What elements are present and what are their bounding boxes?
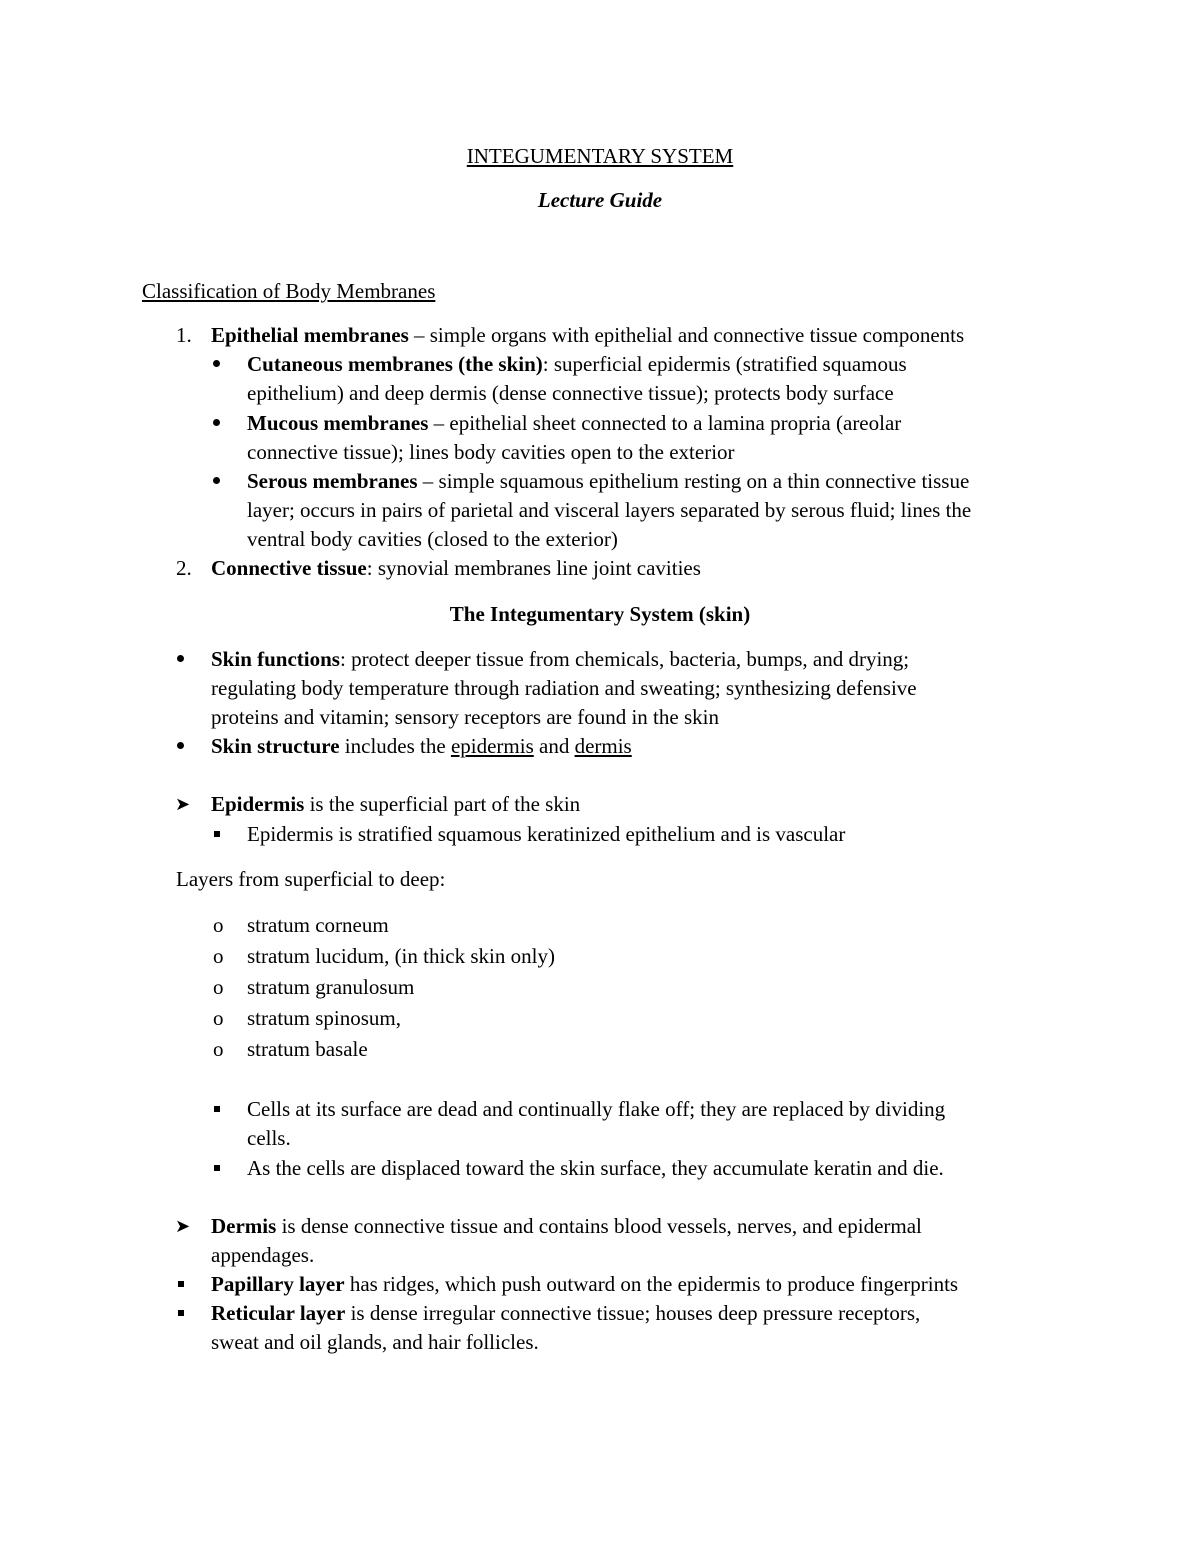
- list-item-mucous-cont: connective tissue); lines body cavities open to the exterior: [247, 440, 735, 464]
- square-bullet-icon: [214, 831, 220, 837]
- list-item-serous: Serous membranes – simple squamous epithelium resting on a thin connective tissue: [247, 469, 970, 493]
- term-dermis: Dermis: [211, 1214, 277, 1238]
- list-item-connective: Connective tissue: synovial membranes line joint cavities: [211, 556, 701, 580]
- list-item-cells-cont: cells.: [247, 1126, 291, 1150]
- document-title: INTEGUMENTARY SYSTEM: [466, 144, 734, 168]
- list-item-cutaneous: Cutaneous membranes (the skin): superficial epidermis (stratified squamous: [247, 352, 907, 376]
- list-item-dermis: Dermis is dense connective tissue and contains blood vessels, nerves, and epidermal: [211, 1214, 922, 1238]
- bullet-dot-icon: [213, 419, 220, 426]
- document-subtitle: Lecture Guide: [537, 188, 663, 212]
- bullet-dot-icon: [177, 655, 184, 662]
- text-epithelial: – simple organs with epithelial and connective tissue components: [408, 323, 965, 347]
- list-item-reticular: Reticular layer is dense irregular connective tissue; houses deep pressure receptors,: [211, 1301, 921, 1325]
- layer-item: stratum lucidum, (in thick skin only): [247, 944, 555, 968]
- list-item-serous-cont: layer; occurs in pairs of parietal and visceral layers separated by serous fluid; lines the: [247, 498, 972, 522]
- link-epidermis: epidermis: [450, 734, 534, 758]
- layer-item: stratum basale: [247, 1037, 368, 1061]
- circle-bullet-icon: o: [213, 913, 224, 937]
- list-item-keratin: As the cells are displaced toward the skin surface, they accumulate keratin and die.: [247, 1156, 944, 1180]
- circle-bullet-icon: o: [213, 1006, 224, 1030]
- square-bullet-icon: [214, 1165, 220, 1171]
- list-item-cells: Cells at its surface are dead and continually flake off; they are replaced by dividing: [247, 1097, 946, 1121]
- list-item-reticular-cont: sweat and oil glands, and hair follicles.: [211, 1330, 539, 1354]
- list-item-cutaneous-cont: epithelium) and deep dermis (dense connective tissue); protects body surface: [247, 381, 894, 405]
- list-item-epidermis-sub: Epidermis is stratified squamous keratinized epithelium and is vascular: [247, 822, 846, 846]
- section-heading-membranes: Classification of Body Membranes: [142, 279, 436, 303]
- section-heading-integumentary: The Integumentary System (skin): [449, 602, 751, 626]
- square-bullet-icon: [178, 1310, 184, 1316]
- circle-bullet-icon: o: [213, 944, 224, 968]
- square-bullet-icon: [178, 1281, 184, 1287]
- term-serous: Serous membranes: [247, 469, 418, 493]
- term-functions: Skin functions: [211, 647, 340, 671]
- list-item-epidermis: Epidermis is the superficial part of the skin: [211, 792, 581, 816]
- layer-item: stratum corneum: [247, 913, 389, 937]
- term-epithelial: Epithelial membranes: [211, 323, 409, 347]
- arrow-bullet-icon: ➤: [175, 1216, 191, 1236]
- term-connective: Connective tissue: [211, 556, 367, 580]
- circle-bullet-icon: o: [213, 1037, 224, 1061]
- term-papillary: Papillary layer: [211, 1272, 345, 1296]
- term-cutaneous: Cutaneous membranes (the skin): [247, 352, 543, 376]
- list-item-epithelial: [211, 321, 964, 350]
- list-number-1: 1.: [176, 323, 192, 347]
- list-item-serous-cont2: ventral body cavities (closed to the exterior): [247, 527, 618, 551]
- list-item-papillary: Papillary layer has ridges, which push outward on the epidermis to produce fingerprints: [211, 1272, 959, 1296]
- list-item-dermis-cont: appendages.: [211, 1243, 315, 1267]
- list-item-structure: Skin structure includes the epidermis and dermis: [211, 734, 632, 758]
- term-epidermis: Epidermis: [211, 792, 305, 816]
- arrow-bullet-icon: ➤: [175, 794, 191, 814]
- list-item-functions: Skin functions: protect deeper tissue from chemicals, bacteria, bumps, and drying;: [211, 647, 910, 671]
- layer-item: stratum spinosum,: [247, 1006, 402, 1030]
- list-item-mucous: Mucous membranes – epithelial sheet connected to a lamina propria (areolar: [247, 411, 902, 435]
- layers-intro: Layers from superficial to deep:: [176, 867, 446, 891]
- term-mucous: Mucous membranes: [247, 411, 429, 435]
- square-bullet-icon: [214, 1106, 220, 1112]
- bullet-dot-icon: [177, 742, 184, 749]
- list-item-functions-cont2: proteins and vitamin; sensory receptors are found in the skin: [211, 705, 719, 729]
- link-dermis: dermis: [574, 734, 632, 758]
- term-reticular: Reticular layer: [211, 1301, 346, 1325]
- bullet-dot-icon: [213, 360, 220, 367]
- bullet-dot-icon: [213, 477, 220, 484]
- layer-item: stratum granulosum: [247, 975, 415, 999]
- circle-bullet-icon: o: [213, 975, 224, 999]
- term-structure: Skin structure: [211, 734, 340, 758]
- list-number-2: 2.: [176, 556, 192, 580]
- list-item-functions-cont: regulating body temperature through radiation and sweating; synthesizing defensive: [211, 676, 917, 700]
